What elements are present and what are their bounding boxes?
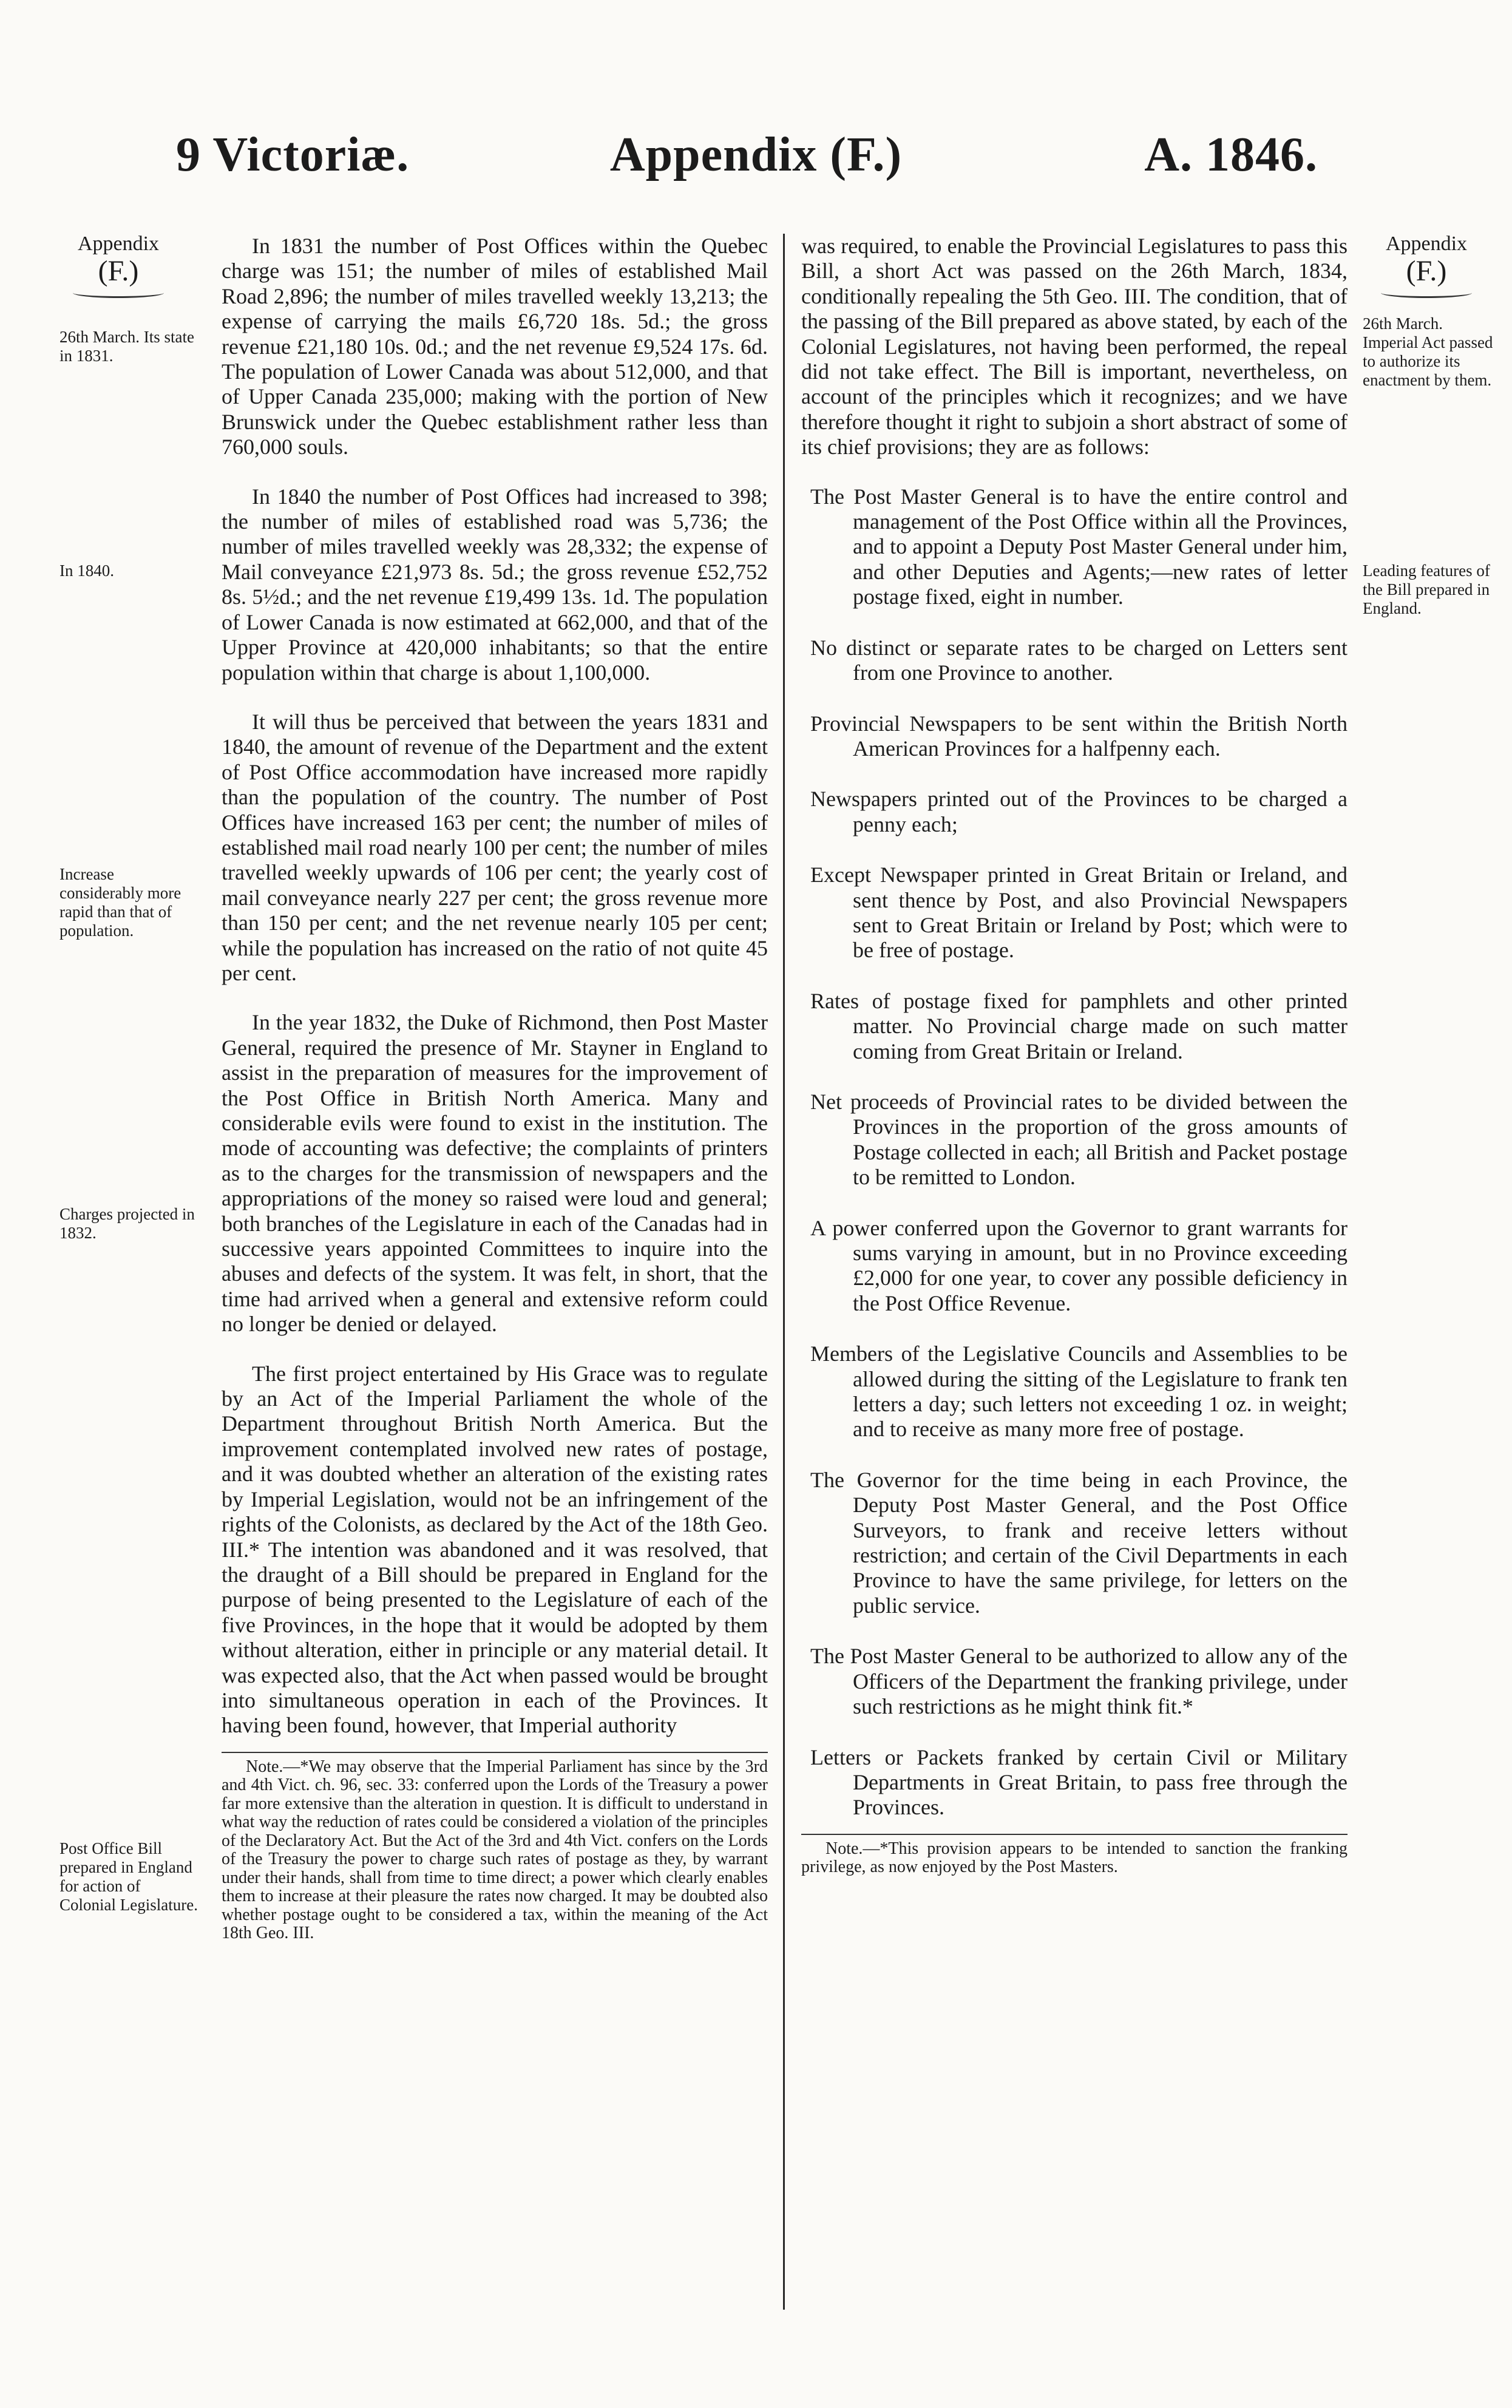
provision-item: Newspapers printed out of the Provinces to be charged a penny each; [810, 787, 1348, 836]
side-note-1840: In 1840. [59, 561, 114, 580]
appendix-label-left [58, 232, 179, 298]
left-column [222, 234, 768, 1943]
paragraph-1840: In 1840 the number of Post Offices had increased to 398; the number of miles of established road was 5,736; the number of miles travelled weekly was 28,332; the expense of Mail conveyance £21,973 8s. 5d.; the gross revenue £52,752 8s. 5½d.; and the net revenue £19,499 13s. 1d. The population of Lower Canada is now estimated at 662,000, and that of the Upper Province at 420,000 inhabitants; so that the entire population within that charge is about 1,100,000. [222, 484, 768, 685]
provision-item: A power conferred upon the Governor to grant warrants for sums varying in amount, but in no Province exceeding £2,000 for one year, to cover any possible deficiency in the Post Office Revenue. [810, 1215, 1348, 1315]
provision-item: Net proceeds of Provincial rates to be divided between the Provinces in the proportion of the gross amounts of Postage collected in each; all British and Packet postage to be remitted to London. [810, 1089, 1348, 1190]
paragraph-continuation: was required, to enable the Provincial Legislatures to pass this Bill, a short Act was passed on the 26th March, 1834, conditionally repealing the 5th Geo. III. The condition, that of the passing of the Bill prepared as above stated, by each of the Colonial Legislatures, not having been performed, the repeal did not take effect. The Bill is important, nevertheless, on account of the principles which it recognizes; and we have therefore thought it right to subjoin a short abstract of some of its chief provisions; they are as follows: [801, 234, 1348, 460]
header-left: 9 Victoriæ. [176, 128, 410, 181]
side-note-increase: Increase considerably more rapid than that of population. [59, 865, 181, 940]
provision-item: Except Newspaper printed in Great Britain or Ireland, and sent thence by Post, and also Provincial Newspapers sent to Great Britain or Ireland by Post; which were to be free of postage. [810, 863, 1348, 963]
paragraph-first-project: The first project entertained by His Grace was to regulate by an Act of the Imperial Parliament the whole of the Department throughout British North America. But the improvement contemplated involved new rates of postage, and it was doubted whether an alteration of the existing rates by Imperial Legislation, would not be an infringement of the rights of the Colonists, as declared by the Act of the 18th Geo. III.* The intention was abandoned and it was resolved, that the draught of a Bill should be prepared in England for the purpose of being presented to the Legislature of each of the five Provinces, in the hope that it would be adopted by them without alteration, either in principle or any material detail. It was expected also, that the Act when passed would be brought into simultaneous operation in each of the Provinces. It having been found, however, that Imperial authority [222, 1361, 768, 1738]
side-note-post-office-bill: Post Office Bill prepared in England for action of Colonial Legislature. [59, 1839, 198, 1914]
right-column [801, 234, 1348, 1877]
column-divider [783, 234, 785, 2310]
appendix-label-right [1366, 232, 1487, 298]
paragraph-1831: In 1831 the number of Post Offices within the Quebec charge was 151; the number of miles of established Mail Road 2,896; the number of miles travelled weekly 13,213; the expense of carrying the mails £6,720 18s. 5d.; the gross revenue £21,180 10s. 0d.; and the net revenue £9,524 17s. 6d. The population of Lower Canada was about 512,000, and that of Upper Canada 235,000; making with the portion of New Brunswick under the Quebec establishment rather less than 760,000 souls. [222, 234, 768, 460]
paragraph-increase: It will thus be perceived that between the years 1831 and 1840, the amount of revenue of the Department and the extent of Post Office accommodation have increased more rapidly than the population of the country. The number of Post Offices have increased 163 per cent; the number of miles of established mail road nearly 100 per cent; the number of miles travelled weekly upwards of 106 per cent; the yearly cost of mail conveyance nearly 227 per cent; the gross revenue more than 150 per cent; and the net revenue nearly 105 per cent; while the population has increased on the ratio of not quite 45 per cent. [222, 709, 768, 985]
side-note-leading-features: Leading features of the Bill prepared in England. [1363, 561, 1490, 617]
brace-icon [73, 288, 164, 298]
provision-item: Rates of postage fixed for pamphlets and other printed matter. No Provincial charge made on such matter coming from Great Britain or Ireland. [810, 988, 1348, 1063]
side-note-charges: Charges projected in 1832. [59, 1205, 195, 1242]
appendix-word: Appendix [1385, 232, 1468, 255]
provision-item: The Post Master General to be authorized to allow any of the Officers of the Department the franking privilege, under such restrictions as he might think fit.* [810, 1644, 1348, 1719]
appendix-letter: (F.) [1406, 255, 1447, 287]
provision-item: The Post Master General is to have the entire control and management of the Post Office within all the Provinces, and to appoint a Deputy Post Master General under him, and other Deputies and Agents;—new rates of letter postage fixed, eight in number. [810, 484, 1348, 609]
paragraph-1832: In the year 1832, the Duke of Richmond, then Post Master General, required the presence of Mr. Stayner in England to assist in the preparation of measures for the improvement of the Post Office in British North America. Many and considerable evils were found to exist in the institution. The mode of accounting was defective; the complaints of printers as to the charges for the transmission of newspapers and the appropriations of the money so raised were loud and general; both branches of the Legislature in each of the Canadas had in successive years appointed Committees to inquire into the abuses and defects of the system. It was felt, in short, that the time had arrived when a general and extensive reform could no longer be denied or delayed. [222, 1010, 768, 1337]
provision-item: Provincial Newspapers to be sent within the British North American Provinces for a halfpenny each. [810, 711, 1348, 761]
footnote-left: Note.—*We may observe that the Imperial Parliament has since by the 3rd and 4th Vict. ch. 96, sec. 33: conferred upon the Lords of the Treasury a power far more extensive than the alteration in question. It is difficult to understand in what way the reduction of rates could be considered a violation of the principles of the Declaratory Act. But the Act of the 3rd and 4th Vict. confers on the Lords of the Treasury the power to charge such rates of postage as they, by warrant under their hands, shall from time to time direct; a power which clearly enables them to increase at their pleasure the rates now charged. It may be doubted also whether postage ought to be considered a tax, within the meaning of the Act 18th Geo. III. [222, 1757, 768, 1943]
footnote-rule [801, 1834, 1348, 1835]
footnote-rule [222, 1752, 768, 1753]
provision-item: Letters or Packets franked by certain Civil or Military Departments in Great Britain, to pass free through the Provinces. [810, 1745, 1348, 1820]
provision-item: No distinct or separate rates to be charged on Letters sent from one Province to another. [810, 635, 1348, 685]
side-note-imperial-act: 26th March. Imperial Act passed to authorize its enactment by them. [1363, 314, 1493, 389]
header-title: Appendix (F.) [609, 128, 903, 181]
provision-item: The Governor for the time being in each Province, the Deputy Post Master General, and the Post Office Surveyors, to frank and receive letters without restriction; and certain of the Civil Departments in each Province to have the same privilege, for letters on the public service. [810, 1467, 1348, 1618]
footnote-right: Note.—*This provision appears to be intended to sanction the franking privilege, as now enjoyed by the Post Masters. [801, 1839, 1348, 1877]
provision-item: Members of the Legislative Councils and Assemblies to be allowed during the sitting of the Legislature to frank ten letters a day; such letters not exceeding 1 oz. in weight; and to receive as many more free of postage. [810, 1341, 1348, 1442]
appendix-word: Appendix [77, 232, 160, 255]
appendix-letter: (F.) [98, 255, 139, 287]
header-right: A. 1846. [1144, 128, 1318, 181]
side-note-1831: 26th March. Its state in 1831. [59, 328, 194, 365]
brace-icon [1381, 288, 1472, 298]
